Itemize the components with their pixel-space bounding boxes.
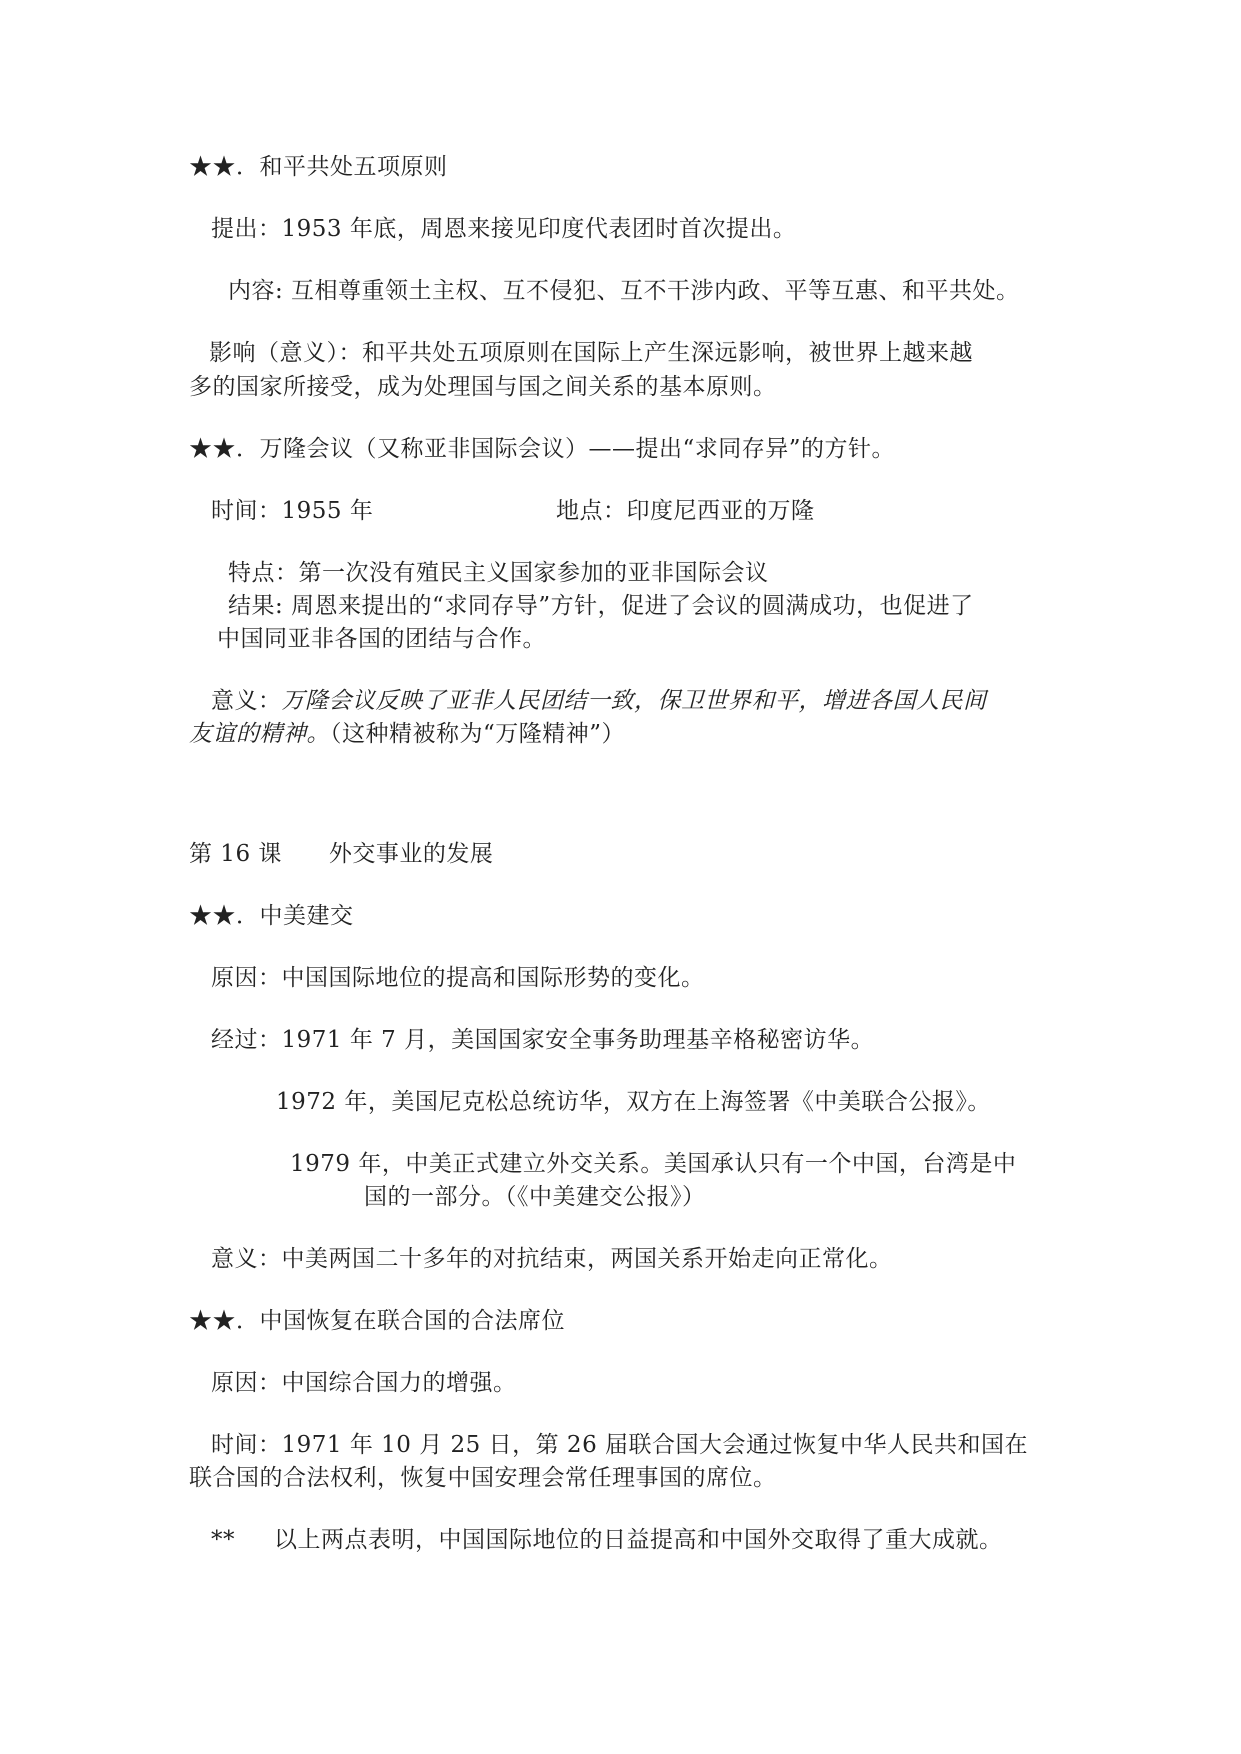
bandung-place: 地点：印度尼西亚的万隆 bbox=[556, 498, 815, 524]
bandung-meaning-text-cont: 友谊的精神。 bbox=[189, 721, 330, 747]
bandung-meaning-line1 bbox=[211, 686, 987, 716]
five-principles-proposal: 提出：1953 年底，周恩来接见印度代表团时首次提出。 bbox=[211, 216, 797, 242]
sino-us-process-1979-line2: 国的一部分。（《中美建交公报》） bbox=[364, 1184, 706, 1210]
bandung-result-line1: 结果: 周恩来提出的“求同存导”方针，促进了会议的圆满成功，也促进了 bbox=[228, 593, 974, 619]
sino-us-cause: 原因：中国国际地位的提高和国际形势的变化。 bbox=[211, 965, 705, 991]
heading-un-seat: ★★．中国恢复在联合国的合法席位 bbox=[189, 1308, 565, 1334]
un-seat-time-line2: 联合国的合法权利，恢复中国安理会常任理事国的席位。 bbox=[189, 1465, 777, 1491]
bandung-result-line2: 中国同亚非各国的团结与合作。 bbox=[217, 626, 546, 652]
bandung-meaning-text: 万隆会议反映了亚非人民团结一致，保卫世界和平，增进各国人民间 bbox=[281, 688, 987, 714]
heading-five-principles: ★★．和平共处五项原则 bbox=[189, 154, 448, 180]
five-principles-content: 内容: 互相尊重领土主权、互不侵犯、互不干涉内政、平等互惠、和平共处。 bbox=[228, 278, 1020, 304]
bandung-time: 时间：1955 年 bbox=[211, 498, 374, 524]
bandung-meaning-line2 bbox=[189, 719, 625, 749]
sino-us-meaning: 意义：中美两国二十多年的对抗结束，两国关系开始走向正常化。 bbox=[211, 1246, 893, 1272]
sino-us-process-1971: 经过：1971 年 7 月，美国国家安全事务助理基辛格秘密访华。 bbox=[211, 1027, 875, 1053]
summary-mark: ** bbox=[211, 1527, 235, 1553]
sino-us-process-1979-line1: 1979 年，中美正式建立外交关系。美国承认只有一个中国，台湾是中 bbox=[290, 1151, 1017, 1177]
five-principles-influence-line2: 多的国家所接受，成为处理国与国之间关系的基本原则。 bbox=[189, 374, 777, 400]
heading-bandung-conference: ★★．万隆会议（又称亚非国际会议）——提出“求同存异”的方针。 bbox=[189, 436, 896, 462]
heading-sino-us-relations: ★★．中美建交 bbox=[189, 903, 354, 929]
sino-us-process-1972: 1972 年，美国尼克松总统访华，双方在上海签署《中美联合公报》。 bbox=[276, 1089, 991, 1115]
lesson-16-title: 第 16 课 外交事业的发展 bbox=[189, 841, 494, 867]
un-seat-time-line1: 时间：1971 年 10 月 25 日，第 26 届联合国大会通过恢复中华人民共和国在 bbox=[211, 1432, 1029, 1458]
bandung-spirit-note: （这种精被称为“万隆精神”） bbox=[330, 721, 626, 747]
bandung-meaning-label: 意义： bbox=[211, 688, 282, 714]
summary-text: 以上两点表明，中国国际地位的日益提高和中国外交取得了重大成就。 bbox=[274, 1527, 1003, 1553]
bandung-feature: 特点：第一次没有殖民主义国家参加的亚非国际会议 bbox=[228, 560, 769, 586]
five-principles-influence-line1: 影响（意义）：和平共处五项原则在国际上产生深远影响，被世界上越来越 bbox=[209, 340, 973, 366]
un-seat-cause: 原因：中国综合国力的增强。 bbox=[211, 1370, 517, 1396]
